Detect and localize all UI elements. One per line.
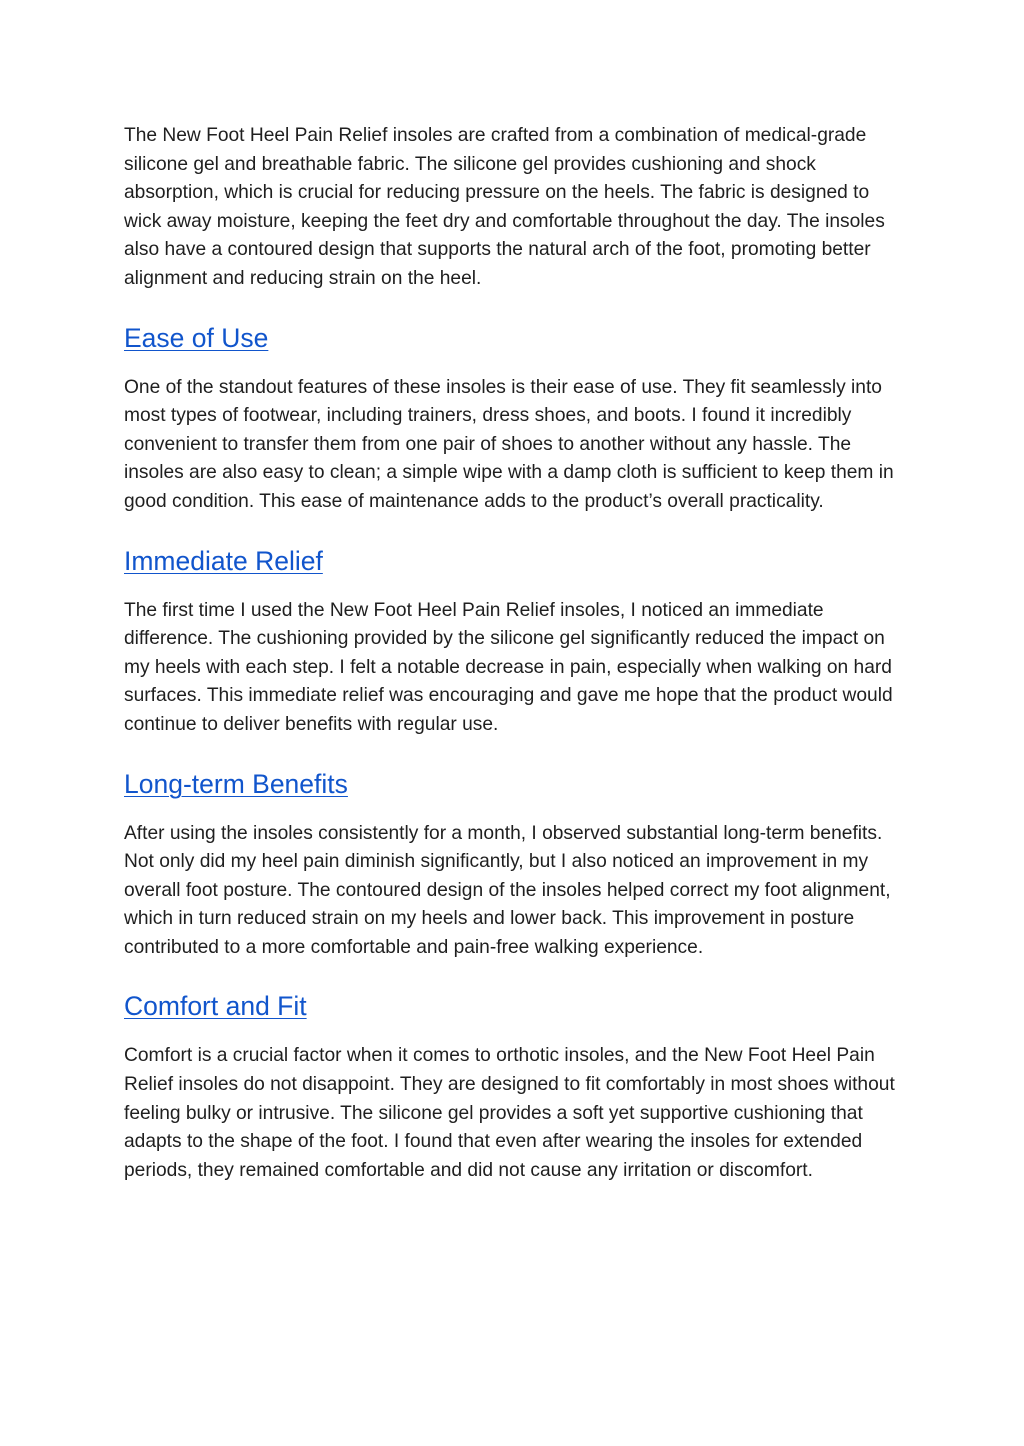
spacer xyxy=(124,294,900,322)
spacer xyxy=(124,517,900,545)
document-content xyxy=(124,122,900,1185)
spacer xyxy=(124,962,900,990)
spacer xyxy=(124,1022,900,1042)
heading-link-ease-of-use[interactable]: Ease of Use xyxy=(124,322,269,353)
heading-link-comfort-and-fit[interactable]: Comfort and Fit xyxy=(124,991,307,1022)
spacer xyxy=(124,354,900,374)
paragraph-comfort-and-fit: Comfort is a crucial factor when it comes to orthotic insoles, and the New Foot Heel Pain Relief insoles do not disappoint. They are designed to fit comfortably in most shoes without feeling bulky or intrusive. The silicone gel provides a soft yet supportive cushioning that adapts to the shape of the foot. I found that even after wearing the insoles for extended periods, they remained comfortable and did not cause any irritation or discomfort. xyxy=(124,1045,895,1181)
heading-long-term-benefits xyxy=(124,768,900,800)
paragraph-immediate-relief: The first time I used the New Foot Heel Pain Relief insoles, I noticed an immediate difference. The cushioning provided by the silicone gel significantly reduced the impact on my heels with each step. I felt a notable decrease in pain, especially when walking on hard surfaces. This immediate relief was encouraging and gave me hope that the product would continue to deliver benefits with regular use. xyxy=(124,599,893,735)
paragraph-ease-of-use: One of the standout features of these insoles is their ease of use. They fit seamlessly into most types of footwear, including trainers, dress shoes, and boots. I found it incredibly convenient to transfer them from one pair of shoes to another without any hassle. The insoles are also easy to clean; a simple wipe with a damp cloth is sufficient to keep them in good condition. This ease of maintenance adds to the product’s overall practicality. xyxy=(124,376,894,512)
heading-link-long-term-benefits[interactable]: Long-term Benefits xyxy=(124,768,348,799)
heading-link-immediate-relief[interactable]: Immediate Relief xyxy=(124,545,323,576)
heading-immediate-relief xyxy=(124,545,900,577)
spacer xyxy=(124,577,900,597)
heading-comfort-and-fit xyxy=(124,990,900,1022)
intro-paragraph: The New Foot Heel Pain Relief insoles are crafted from a combination of medical-grade silicone gel and breathable fabric. The silicone gel provides cushioning and shock absorption, which is crucial for reducing pressure on the heels. The fabric is designed to wick away moisture, keeping the feet dry and comfortable throughout the day. The insoles also have a contoured design that supports the natural arch of the foot, promoting better alignment and reducing strain on the heel. xyxy=(124,125,885,289)
paragraph-long-term-benefits: After using the insoles consistently for a month, I observed substantial long-term benefits. Not only did my heel pain diminish significantly, but I also noticed an improvement in my overall foot posture. The contoured design of the insoles helped correct my foot alignment, which in turn reduced strain on my heels and lower back. This improvement in posture contributed to a more comfortable and pain-free walking experience. xyxy=(124,822,891,958)
spacer xyxy=(124,740,900,768)
spacer xyxy=(124,800,900,820)
heading-ease-of-use xyxy=(124,322,900,354)
